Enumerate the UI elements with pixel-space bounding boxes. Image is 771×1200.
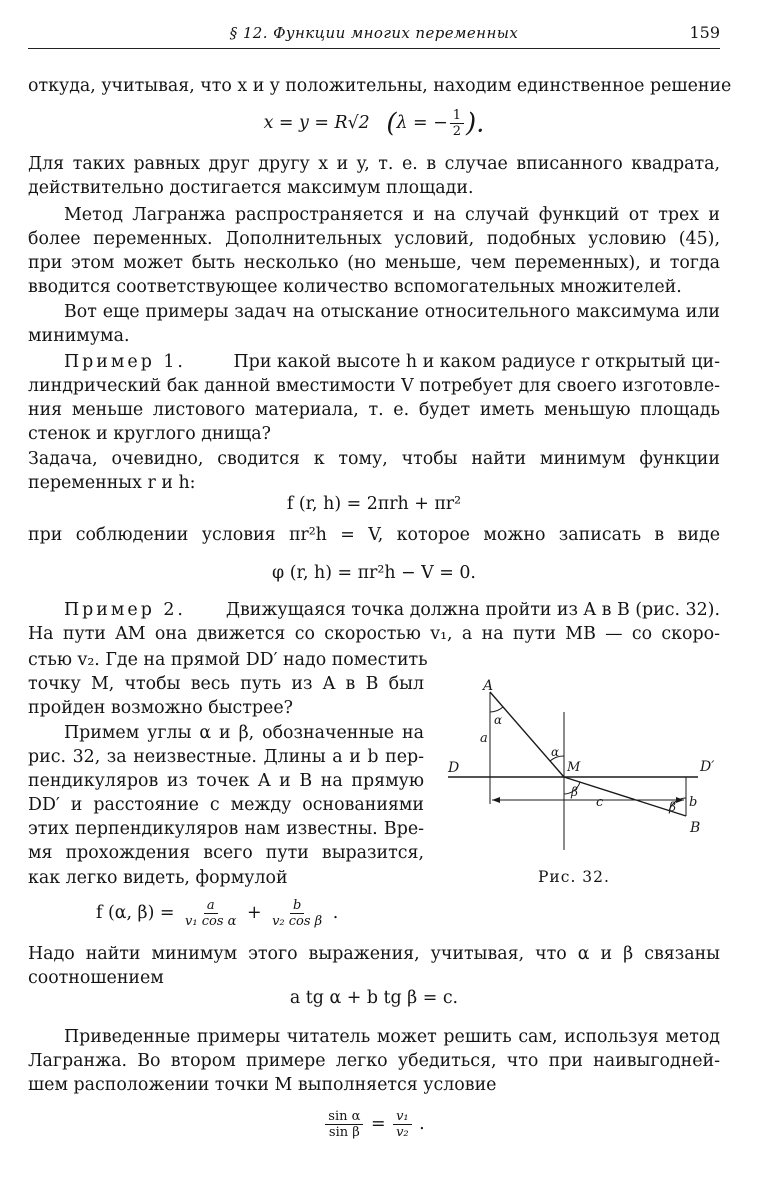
text-line: соотношением	[28, 968, 164, 988]
eq-lambda: λ = −	[396, 113, 448, 133]
equation-tg: a tg α + b tg β = c.	[289, 988, 459, 1008]
text-line: шем расположении точки M выполняется условие	[28, 1075, 497, 1095]
equation-x-y	[28, 108, 720, 139]
header-title: § 12. Функции многих переменных	[229, 24, 519, 42]
text-line: пройден возможно быстрее?	[28, 698, 293, 718]
label-beta: β	[571, 785, 578, 799]
label-m: M	[567, 760, 581, 775]
eq-fraction-den: v₂ cos β	[272, 914, 323, 929]
path-mb	[564, 777, 686, 816]
eq-plus: +	[246, 903, 262, 923]
example-1-first-line	[28, 350, 720, 374]
eq-fraction	[393, 1109, 412, 1140]
text-line: Движущаяся точка должна пройти из A в B (рис. 32).	[225, 600, 720, 620]
text-line: мя прохождения всего пути выразится,	[28, 843, 424, 863]
equation-sin-ratio	[28, 1102, 720, 1146]
label-alpha: α	[551, 745, 560, 759]
eq-fraction-num: 1	[450, 108, 464, 124]
eq-fraction	[450, 108, 464, 139]
eq-paren-open: (	[386, 108, 397, 139]
label-b-point: B	[690, 820, 701, 836]
label-d: D	[448, 760, 460, 776]
page-number: 159	[689, 23, 720, 42]
text-line: при соблюдении условия πr²h = V, которое можно записать в виде	[28, 525, 720, 545]
eq-end: .	[332, 903, 339, 923]
text-line: Задача, очевидно, сводится к тому, чтобы найти минимум функции	[28, 449, 720, 469]
text-line: вводится соответствующее количество вспомогательных множителей.	[28, 277, 682, 297]
eq-paren-close: ).	[465, 108, 485, 139]
eq-fraction-num: a	[204, 898, 218, 914]
eq-fraction-den: v₁ cos α	[185, 914, 237, 929]
text-line: На пути AM она движется со скоростью v₁, а на пути MB — со скоро-	[28, 624, 720, 644]
text-line: как легко видеть, формулой	[28, 868, 288, 888]
text-line: линдрический бак данной вместимости V потребует для своего изготовле-	[28, 376, 720, 396]
running-header	[28, 22, 720, 49]
text-line: пендикуляров из точек A и B на прямую	[28, 771, 424, 791]
example-1-label: Пример 1.	[64, 352, 186, 372]
text-line: Примем углы α и β, обозначенные на	[64, 723, 424, 743]
text-line: Приведенные примеры читатель может решить сам, используя метод	[64, 1027, 720, 1047]
text-line: DD′ и расстояние c между основаниями	[28, 795, 424, 815]
label-c-length: c	[596, 795, 604, 810]
label-d-prime: D′	[700, 759, 715, 775]
equation-phi-r-h: φ (r, h) = πr²h − V = 0.	[272, 563, 476, 583]
figure-caption: Рис. 32.	[538, 868, 610, 886]
equation-f-alpha-beta	[96, 895, 496, 931]
eq-fraction-den: sin β	[328, 1125, 360, 1140]
label-beta: β	[669, 800, 676, 814]
arrow-left-icon	[492, 797, 500, 803]
text-line: минимума.	[28, 326, 130, 346]
eq-lhs: x = y = R	[263, 113, 348, 133]
text-line: Надо найти минимум этого выражения, учитывая, что α и β связаны	[28, 944, 720, 964]
label-b-length: b	[689, 795, 698, 810]
text-line: стью v₂. Где на прямой DD′ надо поместить	[28, 650, 428, 670]
text-line: переменных r и h:	[28, 473, 196, 493]
text-line: рис. 32, за неизвестные. Длины a и b пер-	[28, 747, 424, 767]
eq-lhs: f (α, β) =	[96, 903, 175, 923]
equation-f-r-h: f (r, h) = 2πrh + πr²	[286, 494, 462, 514]
example-2-first-line	[28, 598, 720, 622]
eq-radical: √2	[347, 113, 370, 133]
text-line: При какой высоте h и каком радиусе r открытый ци-	[233, 352, 720, 372]
text-line: действительно достигается максимум площади.	[28, 178, 474, 198]
text-line: стенок и круглого днища?	[28, 424, 271, 444]
eq-end: .	[419, 1114, 425, 1134]
path-am	[490, 692, 564, 777]
eq-fraction-num: v₁	[393, 1109, 412, 1125]
figure-32-diagram	[440, 672, 730, 857]
eq-fraction-num: b	[290, 898, 304, 914]
label-a-point: A	[483, 678, 494, 694]
text-line: откуда, учитывая, что x и y положительны, находим единственное решение	[28, 76, 732, 96]
text-line: при этом может быть несколько (но меньше, чем переменных), и тогда	[28, 253, 720, 273]
text-line: Вот еще примеры задач на отыскание относительного максимума или	[64, 302, 720, 322]
text-line: ния меньше листового материала, т. е. будет иметь меньшую площадь	[28, 400, 720, 420]
text-line: Для таких равных друг другу x и y, т. е. в случае вписанного квадрата,	[28, 154, 720, 174]
eq-fraction-num: sin α	[325, 1109, 363, 1125]
text-line: Метод Лагранжа распространяется и на случай функций от трех и	[64, 205, 720, 225]
eq-fraction	[182, 898, 239, 929]
eq-fraction	[325, 1109, 363, 1140]
eq-fraction-den: 2	[452, 124, 461, 139]
text-line: точку M, чтобы весь путь из A в B был	[28, 674, 424, 694]
label-a-length: a	[480, 731, 488, 746]
eq-fraction-den: v₂	[396, 1125, 409, 1140]
text-line: Лагранжа. Во втором примере легко убедиться, что при наивыгодней-	[28, 1051, 720, 1071]
text-line: этих перпендикуляров нам известны. Вре-	[28, 819, 424, 839]
eq-fraction	[269, 898, 325, 929]
text-line: более переменных. Дополнительных условий, подобных условию (45),	[28, 229, 720, 249]
example-2-label: Пример 2.	[64, 600, 186, 620]
eq-equals: =	[370, 1114, 386, 1134]
label-alpha: α	[494, 713, 503, 727]
angle-alpha-arc	[490, 707, 503, 712]
